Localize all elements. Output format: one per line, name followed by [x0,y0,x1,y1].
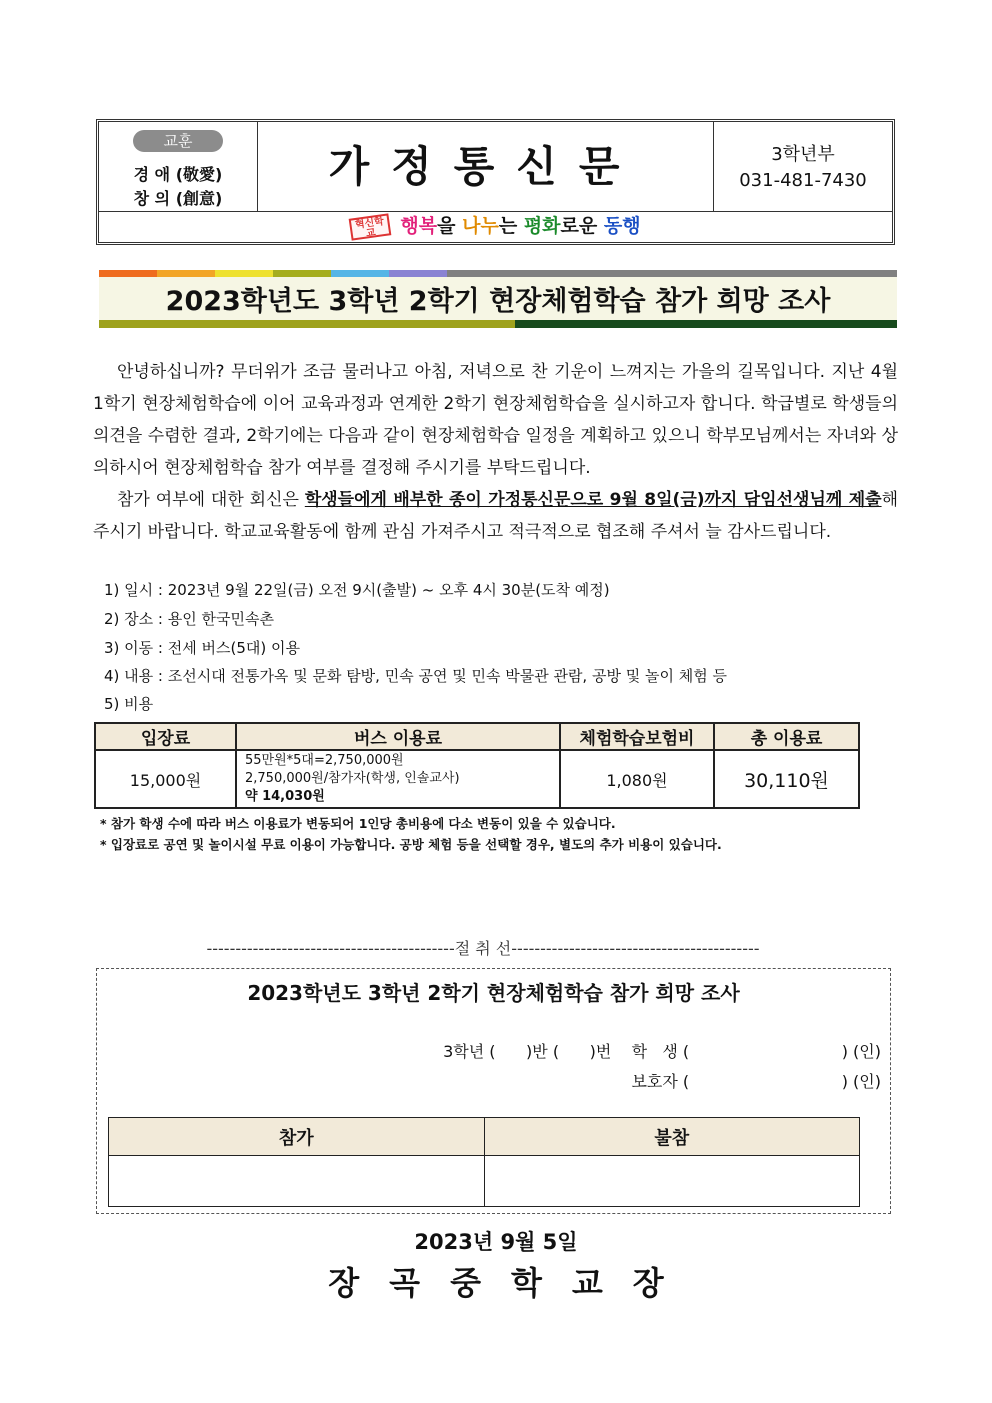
absent-checkbox-cell[interactable] [484,1156,860,1207]
item-cost: 5) 비용 [104,695,154,713]
cost-table [94,722,860,809]
item-content: 4) 내용 : 조선시대 전통가옥 및 문화 탐방, 민속 공연 및 민속 박물관 관람, 공방 및 놀이 체험 등 [104,667,727,685]
intro-paragraph-2 [93,484,898,548]
insurance-fee: 1,080원 [560,750,714,808]
parent-info-line: 보호자 ( ) (인) [631,1072,881,1091]
slogan-part-3: 는 [498,215,524,237]
total-fee: 30,110원 [714,750,859,808]
absent-header: 불참 [484,1118,860,1156]
department: 3학년부 [771,144,835,165]
cost-table-row [95,750,859,808]
item-schedule: 1) 일시 : 2023년 9월 22일(금) 오전 9시(출발) ~ 오후 4시 30분(도착 예정) [104,581,610,599]
top-bar-segment [331,270,389,277]
school-motto [99,122,258,211]
top-bar-segment [157,270,215,277]
cut-line: -------------------------------------------절 취 선------------------------------------------- [206,939,760,958]
reply-text-before: 참가 여부에 대한 회신은 [117,490,305,510]
bottom-bar-segment [99,320,515,328]
header-admission: 입장료 [95,723,236,750]
top-bar-segment [215,270,273,277]
bottom-bar-segment [515,320,897,328]
admission-fee: 15,000원 [95,750,236,808]
slip-title: 2023학년도 3학년 2학기 현장체험학습 참가 희망 조사 [247,981,740,1005]
intro-paragraph-1: 안녕하십니까? 무더위가 조금 물러나고 아침, 저녁으로 찬 기운이 느껴지는 가을의 길목입니다. 지난 4월 1학기 현장체험학습에 이어 교육과정과 연계한 2학기 현장체험학습을 실시하고자 합니다. 학급별로 학생들의 의견을 수렴한 결과, 2학기에는 다음과 같이 현장체험학습 일정을 계획하고 있으니 학부모님께서는 자녀와 상의하시어 현장체험학습 참가 여부를 결정해 주시기를 부탁드립니다. [93,362,898,478]
reply-text-after: 해 주시기 바랍니다. 학교교육활동에 함께 관심 가져주시고 적극적으로 협조해 주셔서 늘 감사드립니다. [93,490,898,542]
slogan-text [400,215,640,237]
bus-fee-line-2: 2,750,000원/참가자(학생, 인솔교사) [245,771,460,786]
bus-fee-line-3: 약 14,030원 [245,789,325,804]
department-info [713,122,892,211]
principal-signature: 장곡중학교장 [328,1264,694,1302]
top-bar-segment [273,270,331,277]
header-total: 총 이용료 [714,723,859,750]
bus-fee-line-1: 55만원*5대=2,750,000원 [245,753,404,768]
attendance-table [108,1117,860,1207]
reply-deadline: 학생들에게 배부한 종이 가정통신문으로 9월 8일(금)까지 담임선생님께 제출 [304,490,882,510]
slogan-part-0: 행복 [400,215,438,237]
attend-checkbox-cell[interactable] [109,1156,485,1207]
item-place: 2) 장소 : 용인 한국민속촌 [104,610,274,628]
top-bar-segment [447,270,897,277]
motto-line-2: 창 의 (創意) [133,189,223,208]
motto-line-1: 경 애 (敬愛) [133,165,223,184]
cost-table-header [95,723,859,750]
student-info-line: 3학년 ( )반 ( )번 학 생 ( ) (인) [443,1042,881,1061]
phone-number: 031-481-7430 [739,170,867,191]
slogan-part-2: 나누 [462,215,499,237]
attend-header: 참가 [109,1118,485,1156]
school-slogan [99,211,892,242]
slogan-part-1: 을 [437,215,463,237]
header-top-row [99,122,892,212]
newsletter-title: 가정통신문 [328,142,642,191]
innovation-school-stamp-icon: 혁신학교 [349,213,392,240]
issue-date: 2023년 9월 5일 [414,1230,578,1254]
newsletter-header [96,119,895,245]
item-transport: 3) 이동 : 전세 버스(5대) 이용 [104,639,300,657]
note-bus-fee: * 참가 학생 수에 따라 버스 이용료가 변동되어 1인당 총비용에 다소 변동이 있을 수 있습니다. [100,816,616,831]
note-admission: * 입장료로 공연 및 놀이시설 무료 이용이 가능합니다. 공방 체험 등을 선택할 경우, 별도의 추가 비용이 있습니다. [100,837,722,852]
top-bar-segment [389,270,447,277]
slogan-part-4: 평화 [523,215,561,237]
header-bus-fee: 버스 이용료 [236,723,560,750]
bus-fee [236,750,560,808]
slogan-part-6: 동행 [603,215,641,237]
motto-badge: 교훈 [133,130,223,152]
slogan-part-5: 로운 [560,215,604,237]
header-insurance: 체험학습보험비 [560,723,714,750]
top-bar-segment [99,270,157,277]
main-title: 2023학년도 3학년 2학기 현장체험학습 참가 희망 조사 [165,286,831,317]
